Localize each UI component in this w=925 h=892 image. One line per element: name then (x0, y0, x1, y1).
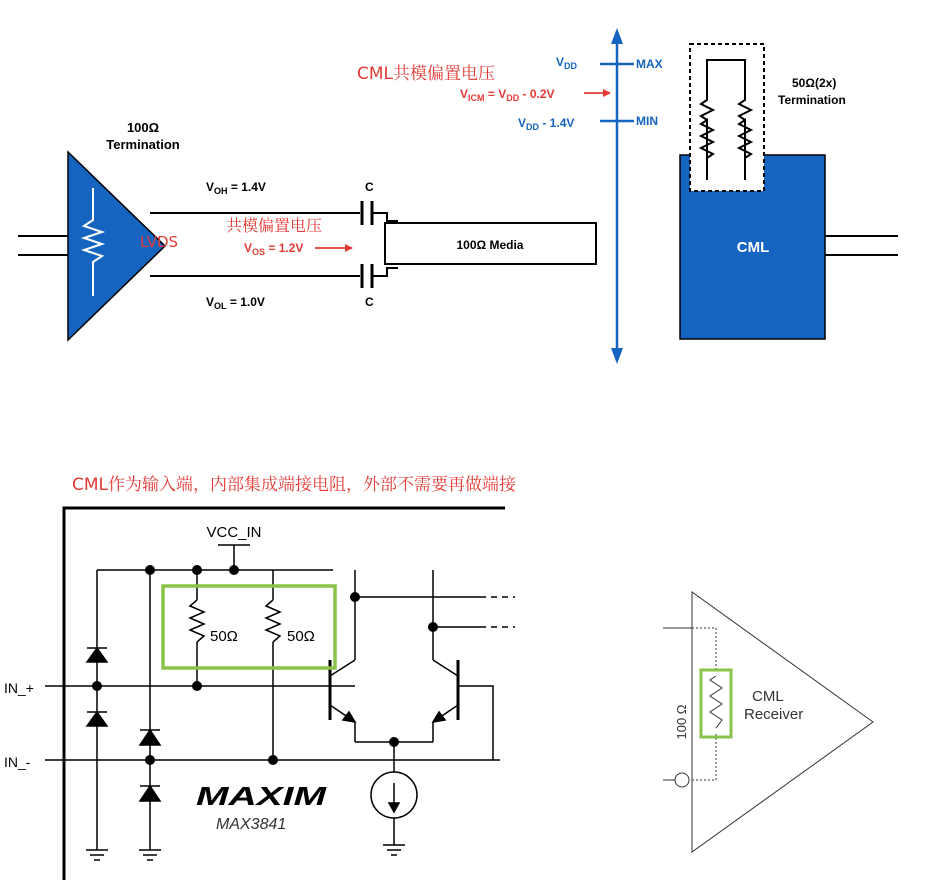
bottom-note: CML作为输入端，内部集成端接电阻，外部不需要再做端接 (72, 475, 517, 495)
vdd-label: $V_{DD}$ (556, 55, 578, 71)
axis-arrow-up (611, 28, 623, 44)
lvds-termination-label: Termination (106, 137, 180, 152)
receiver-line2: Receiver (744, 706, 804, 723)
receiver-line1: CML (752, 688, 784, 705)
r1-zigzag (190, 600, 204, 642)
in-plus-label: IN_+ (4, 680, 34, 696)
cml-bias-note: CML共模偏置电压 (357, 64, 496, 84)
vos-label: $V_{OS} = 1.2V$ (244, 241, 304, 257)
axis-max-label: MAX (636, 57, 663, 71)
r1-label: 50Ω (210, 628, 238, 645)
cml-label: CML (736, 239, 770, 256)
media-label: 100Ω Media (456, 238, 524, 252)
r2-label: 50Ω (287, 628, 315, 645)
resistor-highlight-box (163, 586, 335, 668)
lvds-label: LVDS (140, 233, 179, 251)
cap-top-label: C (365, 180, 374, 194)
lvds-termination-value: 100Ω (126, 120, 160, 135)
capacitor-bottom (362, 264, 398, 288)
voltage-axis (518, 28, 663, 364)
vcc-label: VCC_IN (206, 524, 262, 541)
cml-termination-value: 50Ω(2x) (792, 76, 837, 90)
junction-dots (92, 565, 438, 765)
receiver-resistor-label: 100 Ω (674, 704, 689, 740)
axis-arrow-down (611, 348, 623, 364)
receiver-resistor (710, 676, 722, 728)
axis-min-label: MIN (636, 114, 658, 128)
maxim-logo: MAXIM (196, 781, 328, 811)
cml-section (680, 44, 898, 339)
cml-termination-box (690, 44, 764, 191)
in-minus-label: IN_- (4, 754, 31, 770)
r2-zigzag (266, 600, 280, 642)
receiver-resistor-highlight (701, 670, 731, 737)
part-number: MAX3841 (216, 816, 287, 833)
voh-label: $V_{OH} = 1.4V$ (206, 180, 266, 196)
vdd-minus-label: $V_{DD} - 1.4V$ (518, 116, 575, 132)
common-mode-note: 共模偏置电压 (226, 216, 323, 235)
vol-label: $V_{OL} = 1.0V$ (206, 295, 265, 311)
cml-termination-label: Termination (778, 93, 846, 107)
vicm-label: $V_{ICM} = V_{DD} - 0.2V$ (460, 87, 555, 103)
lvds-section (18, 120, 596, 340)
capacitor-top (362, 201, 398, 225)
cap-bottom-label: C (365, 295, 374, 309)
